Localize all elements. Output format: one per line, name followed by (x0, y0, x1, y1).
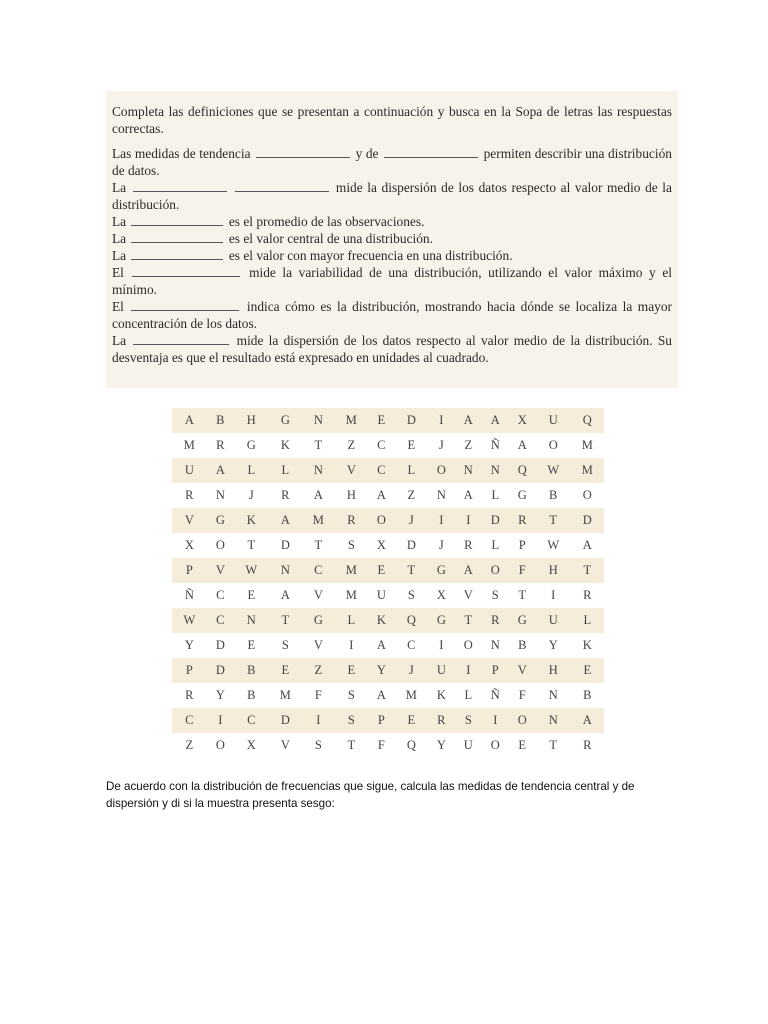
grid-row (172, 708, 604, 733)
grid-row (172, 733, 604, 758)
answer-blank[interactable] (131, 248, 223, 260)
letter-cell[interactable]: A (172, 408, 207, 433)
letter-cell[interactable]: S (455, 708, 482, 733)
letter-cell[interactable]: N (269, 558, 302, 583)
letter-cell[interactable]: Z (395, 483, 428, 508)
letter-cell[interactable]: G (302, 608, 335, 633)
letter-cell[interactable]: S (335, 683, 368, 708)
letter-cell[interactable]: Z (455, 433, 482, 458)
definition-text: La (112, 248, 127, 263)
letter-cell[interactable]: E (269, 658, 302, 683)
letter-cell[interactable]: H (335, 483, 368, 508)
letter-cell[interactable]: L (455, 683, 482, 708)
letter-cell[interactable]: A (455, 483, 482, 508)
answer-blank[interactable] (131, 231, 223, 243)
letter-cell[interactable]: X (428, 583, 455, 608)
letter-cell[interactable]: S (269, 633, 302, 658)
grid-row (172, 608, 604, 633)
letter-cell[interactable]: P (172, 558, 207, 583)
letter-cell[interactable]: W (172, 608, 207, 633)
letter-cell[interactable]: B (234, 683, 269, 708)
letter-cell[interactable]: R (269, 483, 302, 508)
definition-text: mide la dispersión de los datos respecto al valor medio de la distribución. (112, 180, 672, 212)
grid-row (172, 533, 604, 558)
letter-cell[interactable]: L (335, 608, 368, 633)
letter-cell[interactable]: B (207, 408, 234, 433)
letter-cell[interactable]: I (536, 583, 571, 608)
letter-cell[interactable]: M (335, 408, 368, 433)
letter-cell[interactable]: E (234, 583, 269, 608)
letter-cell[interactable]: E (368, 408, 395, 433)
definition-text: es el valor con mayor frecuencia en una distribución. (228, 248, 513, 263)
letter-cell[interactable]: D (207, 633, 234, 658)
letter-cell[interactable]: T (335, 733, 368, 758)
definition-text: es el promedio de las observaciones. (228, 214, 425, 229)
letter-cell[interactable]: G (509, 608, 536, 633)
letter-cell[interactable]: B (234, 658, 269, 683)
letter-cell[interactable]: X (509, 408, 536, 433)
letter-cell[interactable]: L (395, 458, 428, 483)
letter-cell[interactable]: V (207, 558, 234, 583)
letter-cell[interactable]: U (428, 658, 455, 683)
grid-row (172, 658, 604, 683)
word-search (172, 408, 604, 758)
letter-cell[interactable]: T (302, 433, 335, 458)
letter-cell[interactable]: E (509, 733, 536, 758)
letter-cell[interactable]: X (368, 533, 395, 558)
letter-cell[interactable]: I (428, 508, 455, 533)
letter-cell[interactable]: P (368, 708, 395, 733)
definition-2 (112, 179, 672, 213)
letter-cell[interactable]: U (455, 733, 482, 758)
letter-cell[interactable]: V (269, 733, 302, 758)
grid-row (172, 433, 604, 458)
letter-cell[interactable]: O (482, 558, 509, 583)
letter-cell[interactable]: C (395, 633, 428, 658)
answer-blank[interactable] (132, 265, 240, 277)
letter-cell[interactable]: Ñ (172, 583, 207, 608)
definition-3 (112, 213, 672, 230)
grid-row (172, 633, 604, 658)
definition-4 (112, 230, 672, 247)
letter-cell[interactable]: N (536, 683, 571, 708)
letter-cell[interactable]: D (395, 408, 428, 433)
grid-row (172, 508, 604, 533)
letter-cell[interactable]: N (207, 483, 234, 508)
letter-cell[interactable]: M (335, 558, 368, 583)
letter-cell[interactable]: L (482, 533, 509, 558)
letter-cell[interactable]: N (234, 608, 269, 633)
letter-cell[interactable]: Y (428, 733, 455, 758)
letter-cell[interactable]: K (368, 608, 395, 633)
answer-blank[interactable] (256, 146, 350, 158)
definition-6 (112, 264, 672, 298)
letter-cell[interactable]: F (368, 733, 395, 758)
letter-cell[interactable]: R (335, 508, 368, 533)
letter-cell[interactable]: M (571, 458, 604, 483)
letter-cell[interactable]: N (302, 458, 335, 483)
letter-cell[interactable]: C (302, 558, 335, 583)
letter-cell[interactable]: O (455, 633, 482, 658)
letter-cell[interactable]: V (302, 583, 335, 608)
letter-cell[interactable]: M (335, 583, 368, 608)
exercise-intro: Completa las definiciones que se presentan a continuación y busca en la Sopa de letras las respuestas correctas. (112, 104, 672, 136)
definition-text: El (112, 265, 124, 280)
definition-text: mide la variabilidad de una distribución, utilizando el valor máximo y el mínimo. (112, 265, 672, 297)
letter-cell[interactable]: A (368, 633, 395, 658)
letter-cell[interactable]: P (509, 533, 536, 558)
letter-cell[interactable]: G (207, 508, 234, 533)
letter-cell[interactable]: C (172, 708, 207, 733)
letter-cell[interactable]: X (234, 733, 269, 758)
definition-8 (112, 332, 672, 366)
letter-cell[interactable]: I (482, 708, 509, 733)
definition-text: La (112, 180, 127, 195)
letter-cell[interactable]: R (571, 583, 604, 608)
letter-cell[interactable]: T (302, 533, 335, 558)
letter-cell[interactable]: R (428, 708, 455, 733)
letter-cell[interactable]: Q (571, 408, 604, 433)
letter-cell[interactable]: O (368, 508, 395, 533)
letter-cell[interactable]: A (269, 583, 302, 608)
letter-cell[interactable]: C (234, 708, 269, 733)
letter-cell[interactable]: T (571, 558, 604, 583)
answer-blank[interactable] (131, 299, 239, 311)
letter-cell[interactable]: Q (395, 608, 428, 633)
letter-cell[interactable]: Z (302, 658, 335, 683)
letter-cell[interactable]: D (395, 533, 428, 558)
letter-cell[interactable]: F (302, 683, 335, 708)
definition-text: La (112, 231, 127, 246)
letter-cell[interactable]: M (172, 433, 207, 458)
grid-row (172, 683, 604, 708)
exercise-box (106, 91, 678, 388)
letter-cell[interactable]: V (509, 658, 536, 683)
letter-cell[interactable]: J (428, 533, 455, 558)
letter-cell[interactable]: D (269, 708, 302, 733)
letter-cell[interactable]: W (234, 558, 269, 583)
grid-row (172, 558, 604, 583)
letter-cell[interactable]: E (395, 708, 428, 733)
letter-cell[interactable]: O (207, 533, 234, 558)
letter-cell[interactable]: O (571, 483, 604, 508)
letter-cell[interactable]: M (395, 683, 428, 708)
letter-cell[interactable]: U (368, 583, 395, 608)
letter-cell[interactable]: C (207, 583, 234, 608)
letter-cell[interactable]: J (234, 483, 269, 508)
letter-cell[interactable]: E (335, 658, 368, 683)
letter-cell[interactable]: A (368, 483, 395, 508)
letter-cell[interactable]: Y (207, 683, 234, 708)
letter-cell[interactable]: O (536, 433, 571, 458)
letter-cell[interactable]: B (571, 683, 604, 708)
letter-cell[interactable]: L (269, 458, 302, 483)
letter-cell[interactable]: E (368, 558, 395, 583)
letter-cell[interactable]: R (571, 733, 604, 758)
letter-cell[interactable]: T (234, 533, 269, 558)
letter-cell[interactable]: K (234, 508, 269, 533)
letter-cell[interactable]: O (482, 733, 509, 758)
letter-cell[interactable]: M (302, 508, 335, 533)
letter-cell[interactable]: D (269, 533, 302, 558)
grid-row (172, 408, 604, 433)
definition-7 (112, 298, 672, 332)
letter-cell[interactable]: I (455, 658, 482, 683)
letter-cell[interactable]: U (172, 458, 207, 483)
definition-text: La (112, 214, 127, 229)
letter-cell[interactable]: L (234, 458, 269, 483)
letter-cell[interactable]: L (482, 483, 509, 508)
letter-cell[interactable]: J (395, 658, 428, 683)
answer-blank[interactable] (133, 333, 229, 345)
letter-cell[interactable]: K (571, 633, 604, 658)
letter-cell[interactable]: I (335, 633, 368, 658)
letter-cell[interactable]: O (428, 458, 455, 483)
letter-cell[interactable]: G (428, 558, 455, 583)
letter-cell[interactable]: A (269, 508, 302, 533)
letter-cell[interactable]: C (368, 458, 395, 483)
letter-cell[interactable]: P (172, 658, 207, 683)
letter-cell[interactable]: I (428, 408, 455, 433)
letter-cell[interactable]: H (536, 558, 571, 583)
letter-cell[interactable]: F (509, 558, 536, 583)
letter-cell[interactable]: R (455, 533, 482, 558)
letter-cell[interactable]: M (269, 683, 302, 708)
letter-cell[interactable]: V (302, 633, 335, 658)
letter-cell[interactable]: C (207, 608, 234, 633)
letter-cell[interactable]: G (428, 608, 455, 633)
letter-cell[interactable]: Ñ (482, 433, 509, 458)
answer-blank[interactable] (384, 146, 478, 158)
definition-text: permiten describir una distribución de datos. (112, 146, 672, 178)
letter-cell[interactable]: K (269, 433, 302, 458)
letter-cell[interactable]: R (172, 483, 207, 508)
letter-cell[interactable]: O (207, 733, 234, 758)
letter-cell[interactable]: Q (509, 458, 536, 483)
letter-cell[interactable]: E (571, 658, 604, 683)
definition-text: es el valor central de una distribución. (228, 231, 433, 246)
grid-row (172, 483, 604, 508)
letter-cell[interactable]: A (455, 558, 482, 583)
letter-cell[interactable]: I (302, 708, 335, 733)
grid-row (172, 458, 604, 483)
definition-text: La (112, 333, 127, 348)
letter-cell[interactable]: G (269, 408, 302, 433)
answer-blank[interactable] (131, 214, 223, 226)
letter-cell[interactable]: T (536, 508, 571, 533)
letter-cell[interactable]: L (571, 608, 604, 633)
letter-cell[interactable]: E (234, 633, 269, 658)
letter-cell[interactable]: A (571, 533, 604, 558)
letter-cell[interactable]: T (395, 558, 428, 583)
grid-row (172, 583, 604, 608)
letter-cell[interactable]: A (455, 408, 482, 433)
letter-cell[interactable]: Y (368, 658, 395, 683)
letter-cell[interactable]: Y (536, 633, 571, 658)
letter-cell[interactable]: F (509, 683, 536, 708)
letter-cell[interactable]: D (207, 658, 234, 683)
letter-cell[interactable]: H (234, 408, 269, 433)
letter-cell[interactable]: Ñ (482, 683, 509, 708)
definition-text: mide la dispersión de los datos respecto al valor medio de la distribución. Su desventaja es que el resultado está expresado en unidades al cuadrado. (112, 333, 672, 365)
word-search-grid (172, 408, 604, 758)
letter-cell[interactable]: A (207, 458, 234, 483)
letter-cell[interactable]: Z (172, 733, 207, 758)
letter-cell[interactable]: K (428, 683, 455, 708)
definition-text: Las medidas de tendencia (112, 146, 251, 161)
letter-cell[interactable]: B (509, 633, 536, 658)
letter-cell[interactable]: T (269, 608, 302, 633)
letter-cell[interactable]: T (509, 583, 536, 608)
letter-cell[interactable]: R (207, 433, 234, 458)
letter-cell[interactable]: V (455, 583, 482, 608)
answer-blank[interactable] (133, 180, 227, 192)
letter-cell[interactable]: U (536, 408, 571, 433)
letter-cell[interactable]: N (482, 458, 509, 483)
letter-cell[interactable]: G (509, 483, 536, 508)
answer-blank[interactable] (235, 180, 329, 192)
letter-cell[interactable]: P (482, 658, 509, 683)
letter-cell[interactable]: X (172, 533, 207, 558)
letter-cell[interactable]: M (571, 433, 604, 458)
letter-cell[interactable]: A (482, 408, 509, 433)
letter-cell[interactable]: G (234, 433, 269, 458)
letter-cell[interactable]: I (207, 708, 234, 733)
letter-cell[interactable]: V (172, 508, 207, 533)
definition-text: indica cómo es la distribución, mostrando hacia dónde se localiza la mayor concentración de los datos. (112, 299, 673, 331)
letter-cell[interactable]: U (536, 608, 571, 633)
letter-cell[interactable]: R (172, 683, 207, 708)
letter-cell[interactable]: T (536, 733, 571, 758)
question-text: De acuerdo con la distribución de frecuencias que sigue, calcula las medidas de tendencia central y de dispersión y di si la muestra presenta sesgo: (106, 780, 635, 810)
letter-cell[interactable]: N (482, 633, 509, 658)
letter-cell[interactable]: B (536, 483, 571, 508)
letter-cell[interactable]: Z (335, 433, 368, 458)
letter-cell[interactable]: S (482, 583, 509, 608)
letter-cell[interactable]: N (302, 408, 335, 433)
letter-cell[interactable]: I (428, 633, 455, 658)
letter-cell[interactable]: A (509, 433, 536, 458)
letter-cell[interactable]: S (302, 733, 335, 758)
letter-cell[interactable]: N (428, 483, 455, 508)
letter-cell[interactable]: T (455, 608, 482, 633)
letter-cell[interactable]: N (536, 708, 571, 733)
definition-1 (112, 145, 672, 179)
letter-cell[interactable]: S (335, 533, 368, 558)
letter-cell[interactable]: S (335, 708, 368, 733)
letter-cell[interactable]: D (482, 508, 509, 533)
letter-cell[interactable]: A (302, 483, 335, 508)
letter-cell[interactable]: Y (172, 633, 207, 658)
letter-cell[interactable]: J (428, 433, 455, 458)
letter-cell[interactable]: E (395, 433, 428, 458)
letter-cell[interactable]: Q (395, 733, 428, 758)
letter-cell[interactable]: J (395, 508, 428, 533)
letter-cell[interactable]: R (509, 508, 536, 533)
letter-cell[interactable]: V (335, 458, 368, 483)
letter-cell[interactable]: S (395, 583, 428, 608)
letter-cell[interactable]: D (571, 508, 604, 533)
letter-cell[interactable]: O (509, 708, 536, 733)
letter-cell[interactable]: H (536, 658, 571, 683)
letter-cell[interactable]: C (368, 433, 395, 458)
letter-cell[interactable]: N (455, 458, 482, 483)
letter-cell[interactable]: A (368, 683, 395, 708)
definition-text: El (112, 299, 124, 314)
definition-text: y de (355, 146, 379, 161)
definition-5 (112, 247, 672, 264)
letter-cell[interactable]: A (571, 708, 604, 733)
letter-cell[interactable]: I (455, 508, 482, 533)
letter-cell[interactable]: W (536, 458, 571, 483)
letter-cell[interactable]: R (482, 608, 509, 633)
letter-cell[interactable]: W (536, 533, 571, 558)
